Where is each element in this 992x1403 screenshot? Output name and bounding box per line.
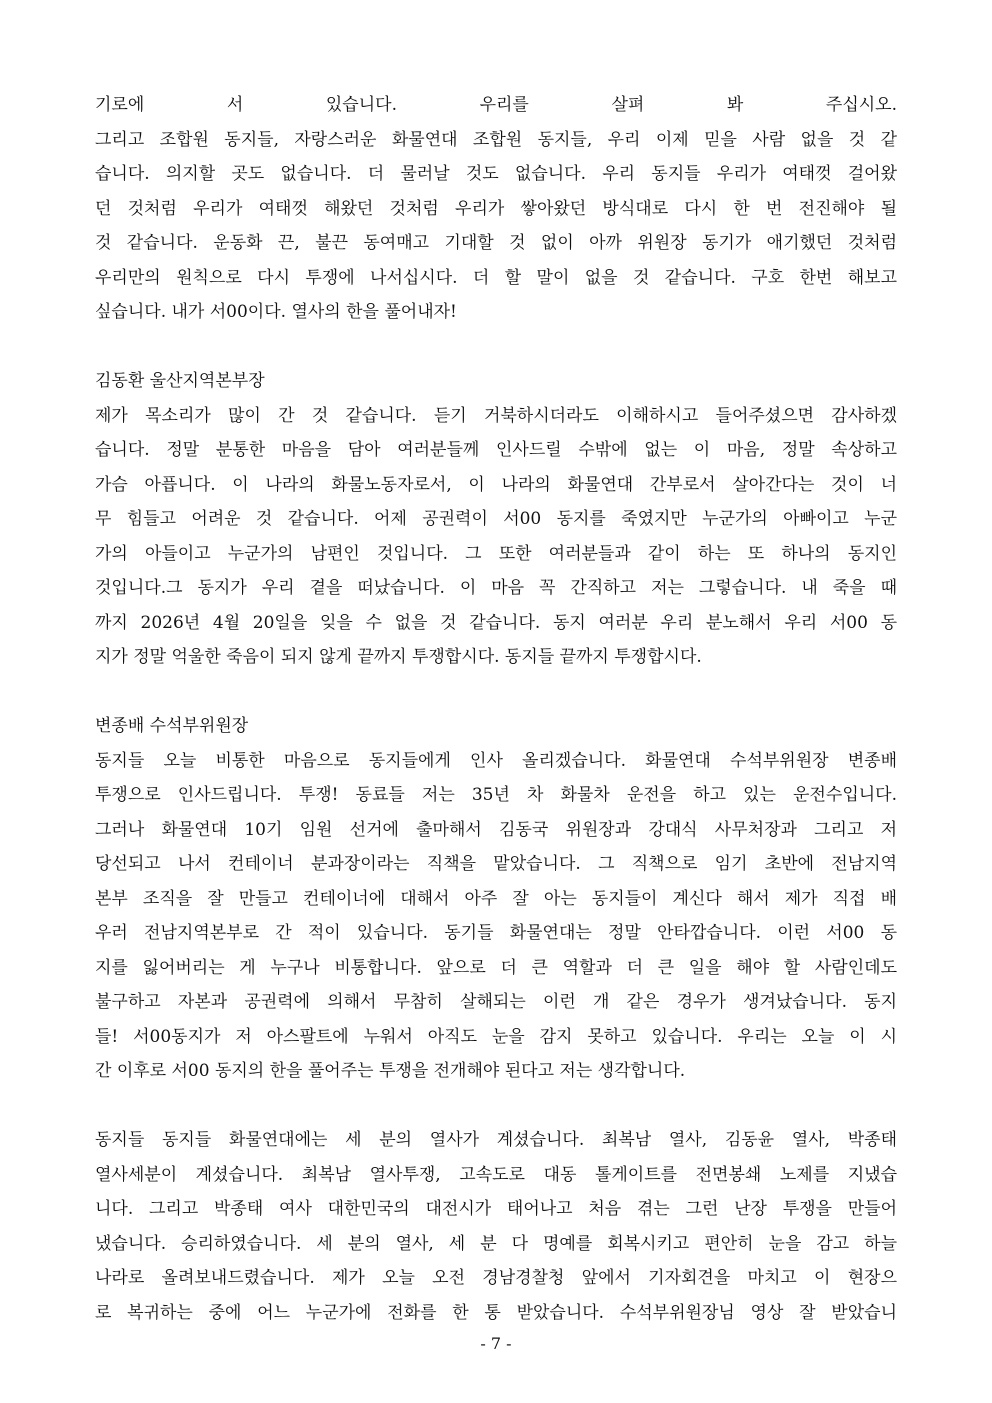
text-line: 지를 잃어버리는 게 누구나 비통합니다. 앞으로 더 큰 역할과 더 큰 일을 해야 할 사람인데도 bbox=[95, 957, 897, 978]
paragraph bbox=[95, 744, 897, 1089]
text-line: 냈습니다. 승리하였습니다. 세 분의 열사, 세 분 다 명예를 회복시키고 편안히 눈을 감고 하늘 bbox=[95, 1233, 897, 1254]
section-kim-donghwan bbox=[95, 364, 897, 675]
paragraph bbox=[95, 1123, 897, 1330]
text-line: 투쟁으로 인사드립니다. 투쟁! 동료들 저는 35년 차 화물차 운전을 하고 있는 운전수입니다. bbox=[95, 785, 897, 805]
document-body bbox=[95, 88, 897, 1330]
text-line: 니다. 그리고 박종태 여사 대한민국의 대전시가 태어나고 처음 겪는 그런 난장 투쟁을 만들어 bbox=[95, 1199, 897, 1219]
text-line: 것 같습니다. 운동화 끈, 불끈 동여매고 기대할 것 없이 아까 위원장 동기가 애기했던 것처럼 bbox=[95, 233, 897, 253]
section-intro bbox=[95, 88, 897, 330]
section-spacer bbox=[95, 330, 897, 365]
text-line: 당선되고 나서 컨테이너 분과장이라는 직책을 맡았습니다. 그 직책으로 임기 초반에 전남지역 bbox=[95, 854, 897, 874]
section-byun-jongbae bbox=[95, 709, 897, 1089]
text-line: 우리만의 원칙으로 다시 투쟁에 나서십시다. 더 할 말이 없을 것 같습니다. 구호 한번 해보고 bbox=[95, 267, 897, 288]
text-line: 던 것처럼 우리가 여태껏 해왔던 것처럼 우리가 쌓아왔던 방식대로 다시 한 번 전진해야 될 bbox=[95, 198, 897, 219]
section-continued bbox=[95, 1123, 897, 1330]
text-line: 가슴 아픕니다. 이 나라의 화물노동자로서, 이 나라의 화물연대 간부로서 살아간다는 것이 너 bbox=[95, 474, 897, 495]
text-line: 본부 조직을 잘 만들고 컨테이너에 대해서 아주 잘 아는 동지들이 계신다 해서 제가 직접 배 bbox=[95, 888, 897, 909]
text-line: 우러 전남지역본부로 간 적이 있습니다. 동기들 화물연대는 정말 안타깝습니다. 이런 서00 동 bbox=[95, 923, 897, 943]
text-line: 간 이후로 서00 동지의 한을 풀어주는 투쟁을 전개해야 된다고 저는 생각합니다. bbox=[95, 1061, 686, 1081]
speaker-heading: 김동환 울산지역본부장 bbox=[95, 371, 265, 391]
text-line: 제가 목소리가 많이 간 것 같습니다. 듣기 거북하시더라도 이해하시고 들어주셨으면 감사하겠 bbox=[95, 405, 897, 426]
page-number: - 7 - bbox=[480, 1334, 512, 1353]
text-line: 것입니다.그 동지가 우리 곁을 떠났습니다. 이 마음 꼭 간직하고 저는 그렇습니다. 내 죽을 때 bbox=[95, 578, 897, 598]
paragraph bbox=[95, 88, 897, 330]
text-line: 동지들 동지들 화물연대에는 세 분의 열사가 계셨습니다. 최복남 열사, 김동윤 열사, 박종태 bbox=[95, 1130, 897, 1150]
section-spacer bbox=[95, 675, 897, 710]
text-line: 가의 아들이고 누군가의 남편인 것입니다. 그 또한 여러분들과 같이 하는 또 하나의 동지인 bbox=[95, 543, 897, 564]
text-line: 열사세분이 계셨습니다. 최복남 열사투쟁, 고속도로 대동 톨게이트를 전면봉쇄 노제를 지냈습 bbox=[95, 1164, 897, 1185]
text-line: 그러나 화물연대 10기 임원 선거에 출마해서 김동국 위원장과 강대식 사무처장과 그리고 저 bbox=[95, 819, 897, 840]
section-spacer bbox=[95, 1089, 897, 1124]
text-line: 싶습니다. 내가 서00이다. 열사의 한을 풀어내자! bbox=[95, 302, 457, 322]
text-line: 까지 2026년 4월 20일을 잊을 수 없을 것 같습니다. 동지 여러분 우리 분노해서 우리 서00 동 bbox=[95, 612, 897, 633]
paragraph bbox=[95, 399, 897, 675]
text-line: 불구하고 자본과 공권력에 의해서 무참히 살해되는 이런 개 같은 경우가 생겨났습니다. 동지 bbox=[95, 992, 897, 1012]
text-line: 지가 정말 억울한 죽음이 되지 않게 끝까지 투쟁합시다. 동지들 끝까지 투쟁합시다. bbox=[95, 647, 702, 667]
text-line: 기로에 서 있습니다. 우리를 살펴 봐 주십시오. bbox=[95, 95, 897, 115]
text-line: 나라로 올려보내드렸습니다. 제가 오늘 오전 경남경찰청 앞에서 기자회견을 마치고 이 현장으 bbox=[95, 1268, 897, 1288]
text-line: 동지들 오늘 비통한 마음으로 동지들에게 인사 올리겠습니다. 화물연대 수석부위원장 변종배 bbox=[95, 750, 897, 771]
text-line: 습니다. 의지할 곳도 없습니다. 더 물러날 것도 없습니다. 우리 동지들 우리가 여태껏 걸어왔 bbox=[95, 164, 897, 184]
text-line: 들! 서00동지가 저 아스팔트에 누워서 아직도 눈을 감지 못하고 있습니다. 우리는 오늘 이 시 bbox=[95, 1026, 897, 1047]
speaker-heading: 변종배 수석부위원장 bbox=[95, 716, 249, 736]
text-line: 습니다. 정말 분통한 마음을 담아 여러분들께 인사드릴 수밖에 없는 이 마음, 정말 속상하고 bbox=[95, 440, 897, 460]
text-line: 무 힘들고 어려운 것 같습니다. 어제 공권력이 서00 동지를 죽였지만 누군가의 아빠이고 누군 bbox=[95, 509, 897, 529]
text-line: 로 복귀하는 중에 어느 누군가에 전화를 한 통 받았습니다. 수석부위원장님 영상 잘 받았습니 bbox=[95, 1302, 897, 1323]
text-line: 그리고 조합원 동지들, 자랑스러운 화물연대 조합원 동지들, 우리 이제 믿을 사람 없을 것 같 bbox=[95, 129, 897, 150]
